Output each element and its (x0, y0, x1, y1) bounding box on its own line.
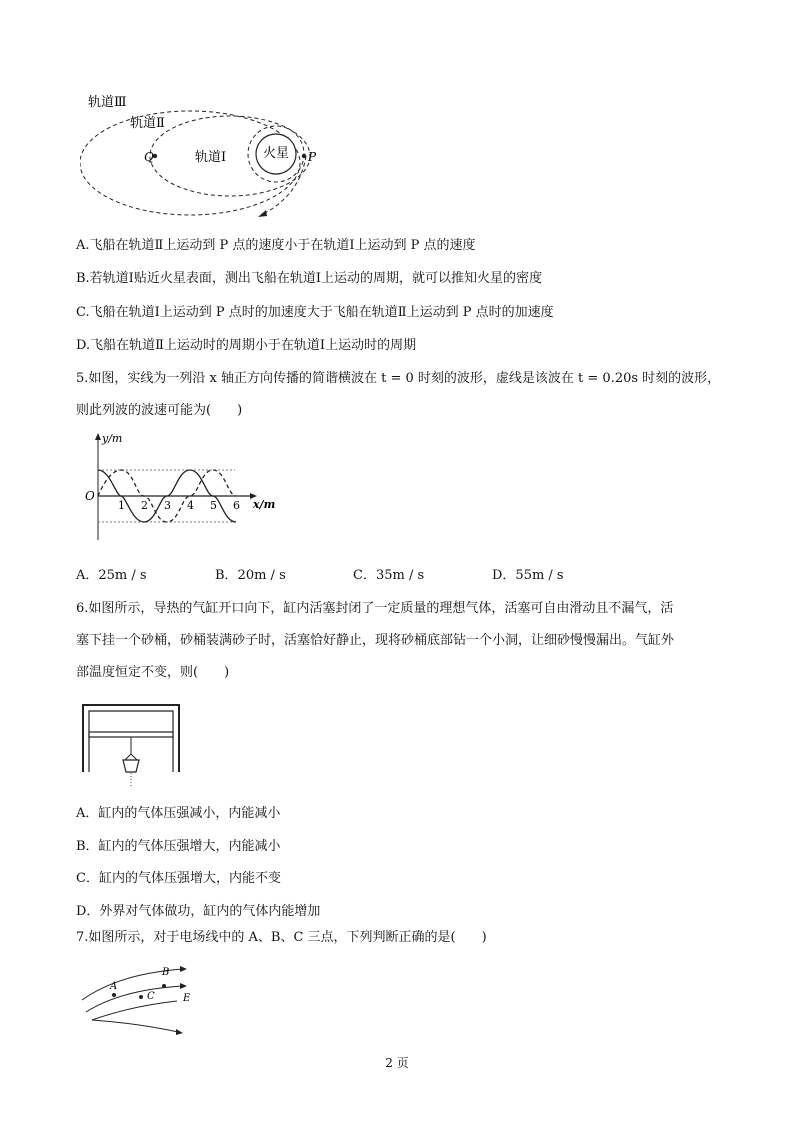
field-line-3 (92, 1001, 177, 1020)
field-line-2-arrow-icon (180, 983, 187, 989)
field-line-4-arrow-icon (176, 1029, 183, 1035)
origin-label: O (85, 489, 95, 503)
q6-option-a: A．缸内的气体压强减小，内能减小 (76, 806, 281, 821)
y-axis-arrow-icon (95, 433, 101, 440)
orbit-figure (80, 88, 340, 223)
q5-option-b: B．20m / s (215, 568, 286, 583)
q5-option-c: C．35m / s (353, 568, 425, 583)
point-b-dot (162, 984, 166, 988)
q4-option-c: C.飞船在轨道Ⅰ上运动到 P 点时的加速度大于飞船在轨道Ⅱ上运动到 P 点时的加速度 (76, 305, 554, 320)
point-p-label: P (308, 150, 317, 164)
q6-option-c: C．缸内的气体压强增大，内能不变 (76, 871, 281, 886)
planet-label: 火星 (263, 146, 290, 161)
y-axis-label: y/m (102, 432, 123, 445)
q7-stem-line1: 7.如图所示，对于电场线中的 A、B、C 三点，下列判断正确的是( ) (76, 930, 487, 945)
cylinder-figure (80, 702, 190, 790)
page-number: 2 页 (385, 1056, 409, 1070)
point-c-dot (139, 995, 143, 999)
orbit-3-label: 轨道Ⅲ (88, 95, 127, 110)
point-c-label: C (147, 991, 155, 1002)
field-e-label: E (183, 993, 191, 1004)
q6-stem-line3: 部温度恒定不变，则( ) (76, 665, 230, 680)
orbit-1-label: 轨道Ⅰ (195, 150, 227, 165)
q5-options (76, 564, 716, 582)
tick-5: 5 (210, 499, 217, 512)
tick-1: 1 (118, 499, 125, 512)
tick-2: 2 (141, 499, 148, 512)
tick-3: 3 (164, 499, 171, 512)
q6-option-d: D．外界对气体做功，缸内的气体内能增加 (76, 904, 321, 919)
q5-stem-line1: 5.如图，实线为一列沿 x 轴正方向传播的简谐横波在 t = 0 时刻的波形，虚线是该波在 t = 0.20s 时刻的波形， (76, 371, 721, 386)
point-b-label: B (162, 967, 170, 978)
field-line-4 (92, 1020, 178, 1032)
arrow-icon (258, 210, 267, 217)
q6-stem-line2: 塞下挂一个砂桶，砂桶装满砂子时，活塞恰好静止，现将砂桶底部钻一个小洞，让细砂慢慢漏出。气缸外 (76, 633, 675, 648)
bucket-handle-right (131, 754, 137, 760)
q4-option-a: A.飞船在轨道Ⅱ上运动到 P 点的速度小于在轨道Ⅰ上运动到 P 点的速度 (76, 238, 476, 253)
tick-4: 4 (187, 499, 194, 512)
point-p-dot (302, 154, 306, 158)
x-axis-label: x/m (253, 498, 276, 511)
field-line-figure (80, 958, 200, 1038)
q5-stem-line2: 则此列波的波速可能为( ) (76, 403, 243, 418)
bucket-handle-left (125, 754, 131, 760)
point-q-label: Q (144, 150, 154, 164)
sand-bucket (123, 760, 139, 772)
q4-option-d: D.飞船在轨道Ⅱ上运动时的周期小于在轨道Ⅰ上运动时的周期 (76, 338, 417, 353)
q6-stem-line1: 6.如图所示，导热的气缸开口向下，缸内活塞封闭了一定质量的理想气体，活塞可自由滑动且不漏气，活 (76, 601, 674, 616)
point-a-dot (112, 993, 116, 997)
tick-6: 6 (233, 499, 240, 512)
piston (89, 732, 173, 737)
q5-option-d: D．55m / s (492, 568, 564, 583)
field-line-1-arrow-icon (180, 966, 187, 972)
q4-option-b: B.若轨道Ⅰ贴近火星表面，测出飞船在轨道Ⅰ上运动的周期，就可以推知火星的密度 (76, 271, 542, 286)
point-a-label: A (110, 981, 118, 992)
q6-option-b: B．缸内的气体压强增大，内能减小 (76, 839, 281, 854)
orbit-2-label: 轨道Ⅱ (130, 116, 165, 131)
wave-figure (80, 428, 280, 553)
q5-option-a: A．25m / s (76, 568, 147, 583)
